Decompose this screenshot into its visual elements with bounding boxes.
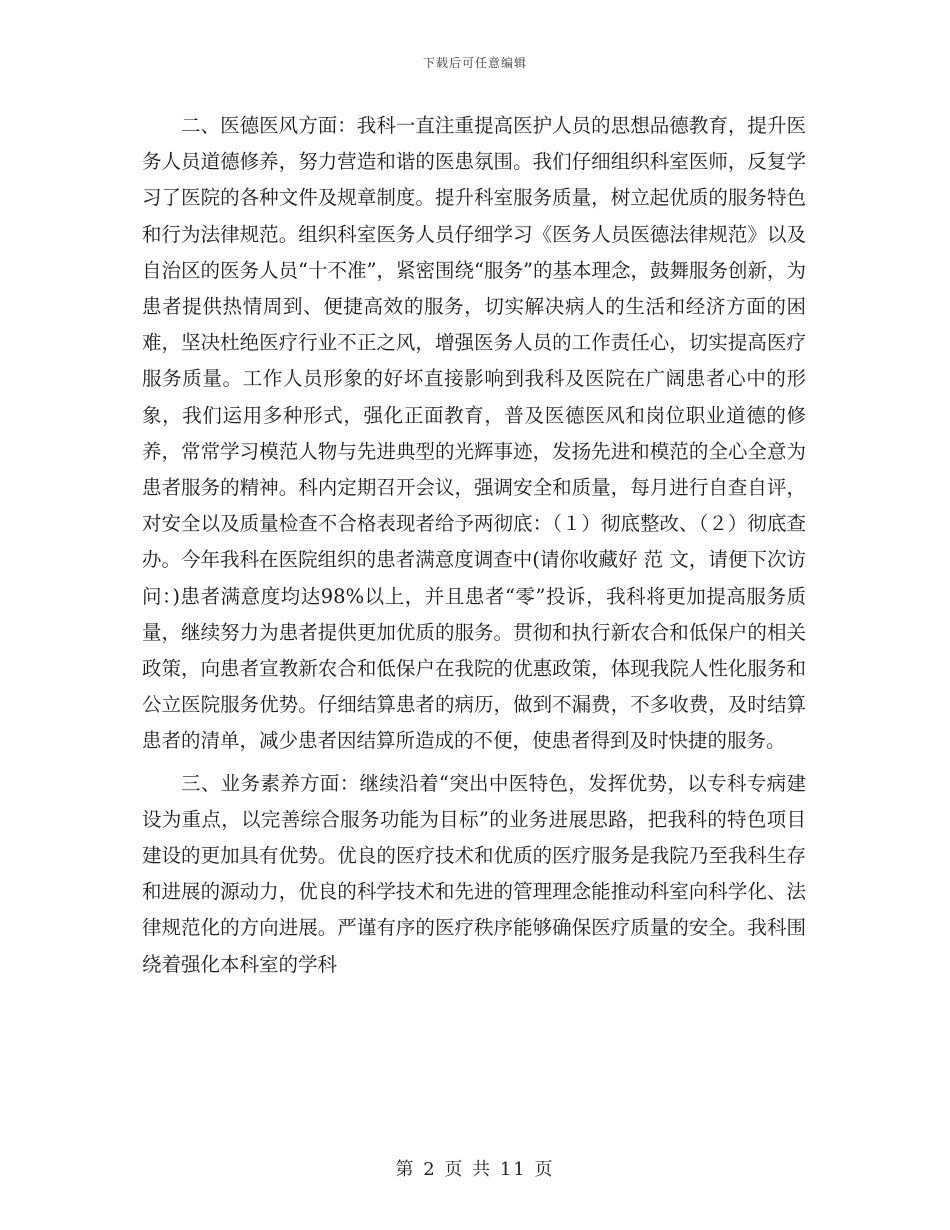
page-header: 下载后可任意编辑	[422, 56, 527, 70]
paragraph-professional-quality: 三、业务素养方面：继续沿着“突出中医特色，发挥优势，以专科专病建设为重点，以完善综合服务功能为目标”的业务进展思路，把我科的特色项目建设的更加具有优势。优良的医疗技术和优质的医疗服务是我院乃至我科生存和进展的源动力，优良的科学技术和先进的管理理念能推动科室向科学化、法律规范化的方向进展。严谨有序的医疗秩序能够确保医疗质量的安全。我科围绕着强化本科室的学科	[142, 771, 806, 976]
page-footer-page-number: 第 2 页 共 11 页	[395, 1159, 555, 1180]
paragraph-medical-ethics: 二、医德医风方面：我科一直注重提高医护人员的思想品德教育，提升医务人员道德修养，努力营造和谐的医患氛围。我们仔细组织科室医师，反复学习了医院的各种文件及规章制度。提升科室服务质量，树立起优质的服务特色和行为法律规范。组织科室医务人员仔细学习《医务人员医德法律规范》以及自治区的医务人员“十不准”，紧密围绕“服务”的基本理念，鼓舞服务创新，为患者提供热情周到、便捷高效的服务，切实解决病人的生活和经济方面的困难，坚决杜绝医疗行业不正之风，增强医务人员的工作责任心，切实提高医疗服务质量。工作人员形象的好坏直接影响到我科及医院在广阔患者心中的形象，我们运用多种形式，强化正面教育，普及医德医风和岗位职业道德的修养，常常学习模范人物与先进典型的光辉事迹，发扬先进和模范的全心全意为患者服务的精神。科内定期召开会议，强调安全和质量，每月进行自查自评，对安全以及质量检查不合格表现者给予两彻底：（１）彻底整改、（２）彻底查办。今年我科在医院组织的患者满意度调查中(请你收藏好 范 文，请便下次访问：)患者满意度均达98%以上，并且患者“零”投诉，我科将更加提高服务质量，继续努力为患者提供更加优质的服务。贯彻和执行新农合和低保户的相关政策，向患者宣教新农合和低保户在我院的优惠政策，体现我院人性化服务和公立医院服务优势。仔细结算患者的病历，做到不漏费，不多收费，及时结算患者的清单，减少患者因结算所造成的不便，使患者得到及时快捷的服务。	[142, 114, 806, 753]
document-body	[142, 108, 806, 989]
